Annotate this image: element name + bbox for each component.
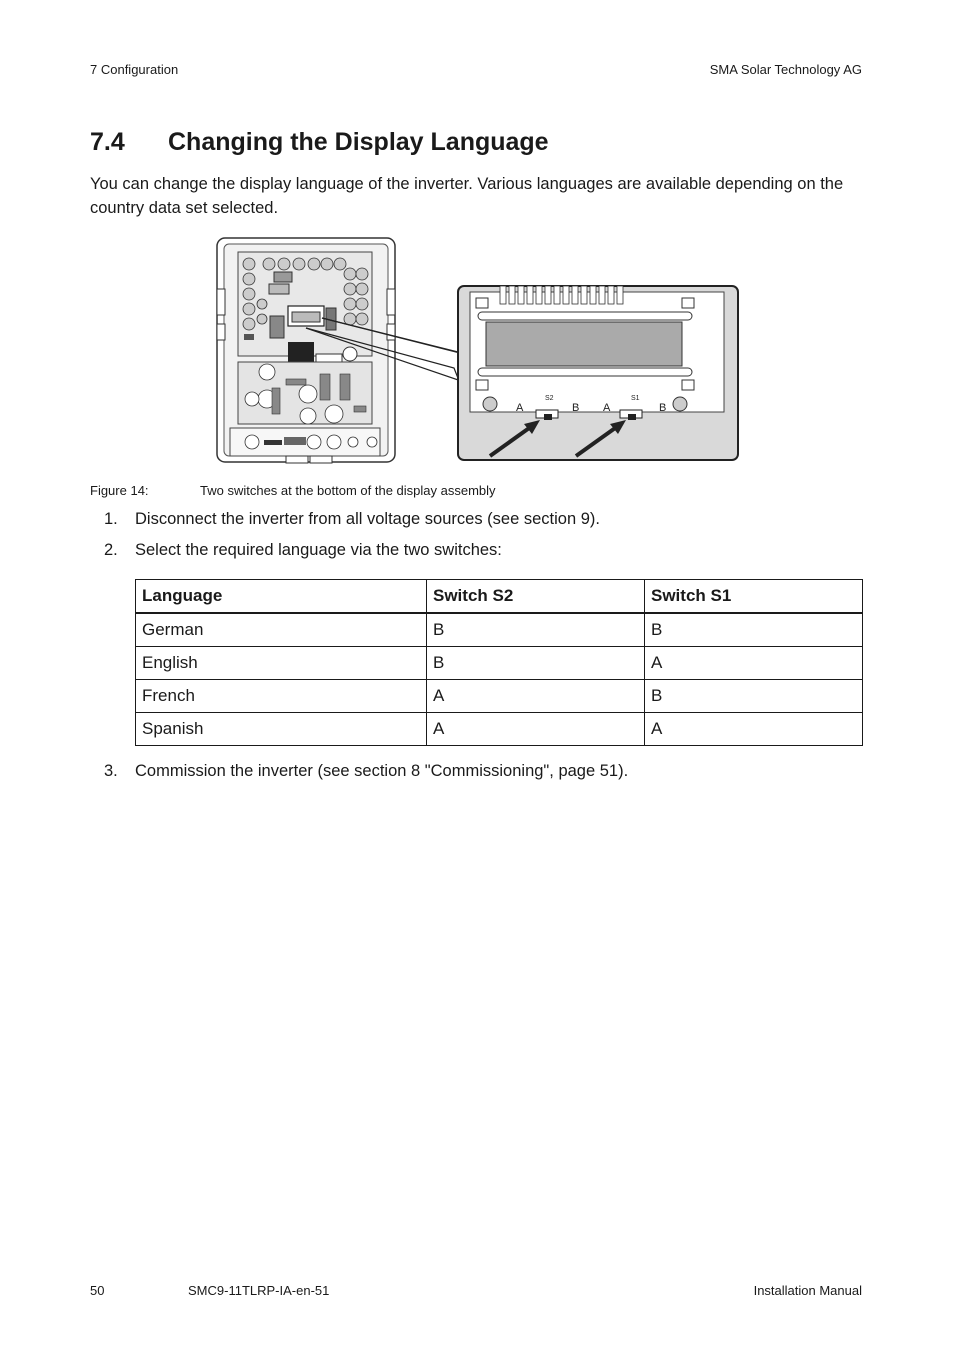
step-number: 3.	[104, 762, 118, 780]
intro-paragraph: You can change the display language of the inverter. Various languages are available depending on the country data set selected.	[90, 175, 844, 217]
switch-s1-label-a: A	[603, 402, 611, 414]
cell-switch-s2: B	[427, 613, 645, 647]
table-row	[136, 713, 863, 746]
section-number: 7.4	[90, 128, 125, 156]
cell-language: German	[136, 613, 427, 647]
header-company: SMA Solar Technology AG	[709, 62, 862, 77]
step-1	[104, 510, 600, 529]
cell-switch-s2: B	[427, 647, 645, 680]
table-row	[136, 647, 863, 680]
section-title: Changing the Display Language	[168, 128, 549, 156]
step-2	[104, 541, 502, 560]
figure-caption	[90, 483, 496, 498]
footer-doc-id: SMC9-11TLRP-IA-en-51	[188, 1283, 330, 1298]
step-text: Select the required language via the two switches:	[135, 541, 502, 559]
column-header-language: Language	[136, 580, 427, 614]
table-row	[136, 613, 863, 647]
switch-label-s2: S2	[545, 395, 554, 402]
caption-text: Two switches at the bottom of the display assembly	[200, 483, 496, 498]
column-header-switch-s2: Switch S2	[427, 580, 645, 614]
cell-language: Spanish	[136, 713, 427, 746]
table-header-row	[136, 580, 863, 614]
step-number: 1.	[104, 510, 118, 528]
footer-page-number: 50	[90, 1283, 105, 1298]
cell-language: English	[136, 647, 427, 680]
column-header-switch-s1: Switch S1	[645, 580, 863, 614]
language-switch-table	[135, 579, 863, 746]
display-assembly-figure	[214, 234, 740, 466]
step-number: 2.	[104, 541, 118, 559]
cell-switch-s2: A	[427, 713, 645, 746]
switch-s1-label-b: B	[659, 402, 667, 414]
page-title	[90, 128, 549, 157]
cell-switch-s1: A	[645, 713, 863, 746]
cell-switch-s1: B	[645, 680, 863, 713]
header-section: 7 Configuration	[90, 62, 179, 77]
cell-switch-s1: A	[645, 647, 863, 680]
footer-doc-type: Installation Manual	[753, 1283, 862, 1298]
step-3	[104, 762, 628, 781]
step-text: Disconnect the inverter from all voltage sources (see section 9).	[135, 510, 600, 528]
cell-switch-s2: A	[427, 680, 645, 713]
switch-s2-label-b: B	[572, 402, 580, 414]
caption-label: Figure 14:	[90, 483, 149, 498]
cell-switch-s1: B	[645, 613, 863, 647]
switch-s2-label-a: A	[516, 402, 524, 414]
table-row	[136, 680, 863, 713]
cell-language: French	[136, 680, 427, 713]
inverter-illustration	[214, 234, 740, 466]
switch-label-s1: S1	[631, 395, 640, 402]
step-text: Commission the inverter (see section 8 "Commissioning", page 51).	[135, 762, 629, 780]
